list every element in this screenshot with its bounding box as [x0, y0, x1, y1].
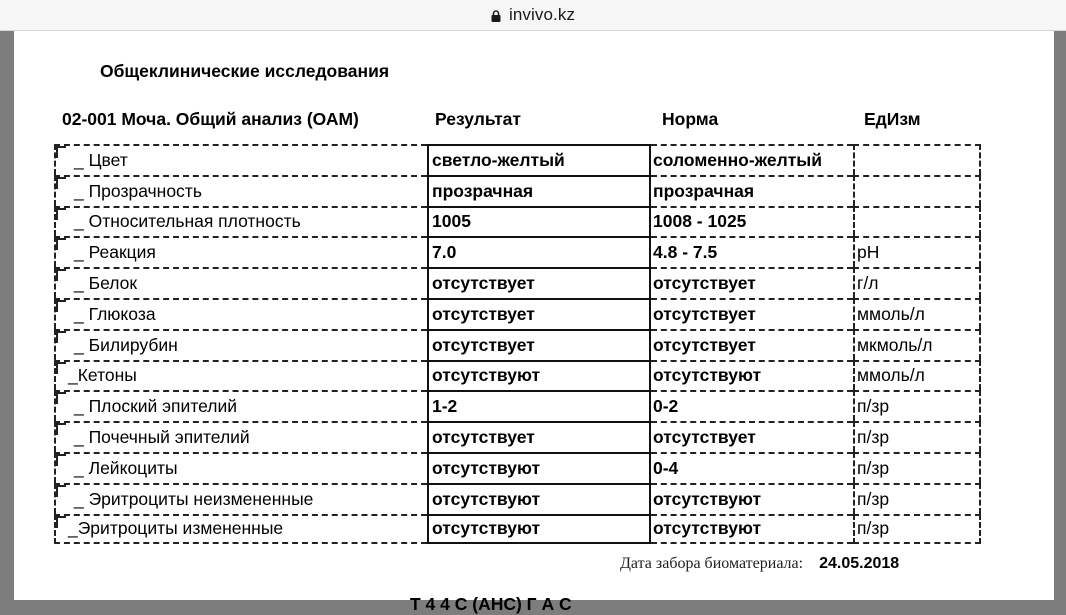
test-norm: соломенно-желтый	[651, 144, 853, 175]
test-name-text: _Кетоны	[68, 365, 137, 386]
table-row	[54, 267, 981, 298]
lock-icon	[491, 10, 501, 22]
test-name	[54, 144, 427, 175]
test-unit: п/зр	[853, 514, 981, 545]
test-result: отсутствует	[427, 298, 651, 329]
test-unit: п/зр	[853, 452, 981, 483]
test-name-text: _ Прозрачность	[74, 180, 202, 201]
sample-date-value: 24.05.2018	[819, 555, 900, 572]
test-result: прозрачная	[427, 175, 651, 206]
test-norm: отсутствуют	[651, 483, 853, 514]
test-name-text: _ Лейкоциты	[74, 457, 178, 478]
test-name-text: _ Эритроциты неизмененные	[74, 488, 314, 509]
test-norm: прозрачная	[651, 175, 853, 206]
test-name	[54, 175, 427, 206]
test-norm: 0-2	[651, 390, 853, 421]
test-name-text: _ Белок	[74, 273, 138, 294]
test-result: 1005	[427, 206, 651, 237]
test-name	[54, 329, 427, 360]
test-result: 1-2	[427, 390, 651, 421]
test-name	[54, 483, 427, 514]
test-norm: отсутствует	[651, 329, 853, 360]
test-unit: п/зр	[853, 483, 981, 514]
test-norm: отсутствует	[651, 267, 853, 298]
results-table	[54, 144, 981, 544]
table-row	[54, 514, 981, 545]
test-name	[54, 298, 427, 329]
test-norm: отсутствуют	[651, 360, 853, 391]
test-unit	[853, 206, 981, 237]
test-name-text: _ Реакция	[74, 242, 156, 263]
test-norm: 0-4	[651, 452, 853, 483]
column-header-result: Результат	[435, 109, 521, 129]
test-norm: 4.8 - 7.5	[651, 236, 853, 267]
url-text: invivo.kz	[508, 5, 576, 24]
next-section-title-cutoff: Т 4 4 С (АНС) Г А С	[410, 594, 572, 614]
test-name-text: _Эритроциты измененные	[68, 518, 284, 539]
test-name	[54, 267, 427, 298]
test-name-text: _ Почечный эпителий	[74, 427, 250, 448]
test-unit: pH	[853, 236, 981, 267]
column-header-test: 02-001 Моча. Общий анализ (ОАМ)	[62, 109, 359, 129]
test-name	[54, 206, 427, 237]
test-name-text: _ Относительная плотность	[74, 211, 301, 232]
test-result: отсутствуют	[427, 514, 651, 545]
test-unit: г/л	[853, 267, 981, 298]
test-name-text: _ Глюкоза	[74, 303, 156, 324]
test-norm: 1008 - 1025	[651, 206, 853, 237]
test-name	[54, 360, 427, 391]
column-header-norm: Норма	[662, 109, 719, 129]
document-page	[14, 31, 1054, 614]
test-result: отсутствует	[427, 421, 651, 452]
test-norm: отсутствуют	[651, 514, 853, 545]
test-unit: ммоль/л	[853, 360, 981, 391]
test-norm: отсутствует	[651, 421, 853, 452]
test-name	[54, 452, 427, 483]
table-row	[54, 483, 981, 514]
table-row	[54, 360, 981, 391]
table-row	[54, 329, 981, 360]
browser-address-bar[interactable]	[0, 0, 1066, 31]
table-row	[54, 175, 981, 206]
test-name-text: _ Билирубин	[74, 334, 178, 355]
test-result: светло-желтый	[427, 144, 651, 175]
test-name	[54, 421, 427, 452]
test-name-text: _ Цвет	[74, 149, 128, 170]
sample-date-label: Дата забора биоматериала:	[620, 555, 804, 572]
column-header-unit: ЕдИзм	[864, 109, 921, 129]
table-row	[54, 452, 981, 483]
test-unit	[853, 175, 981, 206]
test-result: 7.0	[427, 236, 651, 267]
test-result: отсутствует	[427, 329, 651, 360]
test-result: отсутствуют	[427, 360, 651, 391]
sample-date-line	[620, 555, 899, 573]
table-row	[54, 236, 981, 267]
test-name	[54, 390, 427, 421]
table-row	[54, 390, 981, 421]
table-row	[54, 421, 981, 452]
test-unit: п/зр	[853, 421, 981, 452]
test-result: отсутствуют	[427, 452, 651, 483]
table-row	[54, 206, 981, 237]
test-unit	[853, 144, 981, 175]
test-unit: ммоль/л	[853, 298, 981, 329]
test-name-text: _ Плоский эпителий	[74, 396, 238, 417]
test-result: отсутствуют	[427, 483, 651, 514]
test-unit: мкмоль/л	[853, 329, 981, 360]
table-row	[54, 144, 981, 175]
section-title: Общеклинические исследования	[100, 61, 390, 81]
test-name	[54, 514, 427, 545]
test-unit: п/зр	[853, 390, 981, 421]
table-row	[54, 298, 981, 329]
test-norm: отсутствует	[651, 298, 853, 329]
test-name	[54, 236, 427, 267]
test-result: отсутствует	[427, 267, 651, 298]
